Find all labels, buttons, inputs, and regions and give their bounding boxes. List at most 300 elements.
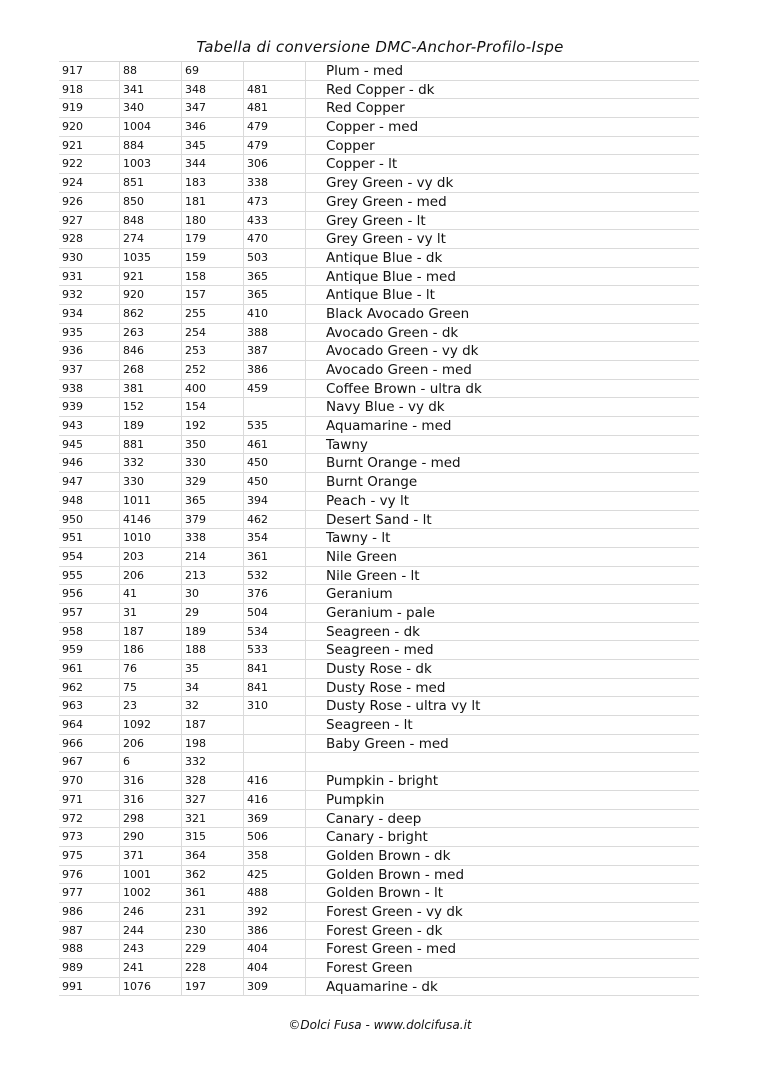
ispe-code-cell: 416 [244,791,306,809]
color-name-cell: Avocado Green - vy dk [326,343,479,360]
ispe-code-cell [244,735,306,753]
profilo-code-cell: 198 [182,735,244,753]
dmc-code-cell: 935 [59,324,120,342]
ispe-code-cell: 386 [244,922,306,940]
anchor-code-cell: 851 [120,174,182,192]
anchor-code-cell: 850 [120,193,182,211]
profilo-code-cell: 159 [182,249,244,267]
profilo-code-cell: 188 [182,641,244,659]
anchor-code-cell: 206 [120,735,182,753]
dmc-code-cell: 970 [59,772,120,790]
anchor-code-cell: 1092 [120,716,182,734]
color-name-cell: Tawny - lt [326,530,391,547]
color-name-cell: Aquamarine - med [326,418,452,435]
color-name-cell: Forest Green - med [326,941,457,958]
profilo-code-cell: 229 [182,940,244,958]
ispe-code-cell: 470 [244,230,306,248]
table-row [59,492,699,511]
ispe-code-cell: 535 [244,417,306,435]
ispe-code-cell: 376 [244,585,306,603]
table-row [59,660,699,679]
color-name-cell: Navy Blue - vy dk [326,399,445,416]
ispe-code-cell: 410 [244,305,306,323]
table-row [59,193,699,212]
ispe-code-cell: 473 [244,193,306,211]
table-row [59,174,699,193]
color-name-cell: Forest Green - vy dk [326,903,463,920]
table-row [59,398,699,417]
page-title: Tabella di conversione DMC-Anchor-Profilo-Ispe [196,38,564,56]
ispe-code-cell: 841 [244,679,306,697]
dmc-code-cell: 946 [59,454,120,472]
color-name-cell: Canary - deep [326,810,422,827]
dmc-code-cell: 927 [59,212,120,230]
dmc-code-cell: 973 [59,828,120,846]
dmc-code-cell: 937 [59,361,120,379]
table-row [59,866,699,885]
anchor-code-cell: 246 [120,903,182,921]
ispe-code-cell: 361 [244,548,306,566]
profilo-code-cell: 332 [182,753,244,771]
profilo-code-cell: 34 [182,679,244,697]
anchor-code-cell: 332 [120,454,182,472]
dmc-code-cell: 943 [59,417,120,435]
anchor-code-cell: 1010 [120,529,182,547]
dmc-code-cell: 950 [59,511,120,529]
table-row [59,548,699,567]
ispe-code-cell: 504 [244,604,306,622]
table-row [59,361,699,380]
table-row [59,324,699,343]
ispe-code-cell: 461 [244,436,306,454]
color-name-cell [306,753,699,771]
color-name-cell: Black Avocado Green [326,305,470,322]
table-row [59,940,699,959]
dmc-code-cell: 921 [59,137,120,155]
footer-credit: ©Dolci Fusa - www.dolcifusa.it [288,1018,472,1032]
ispe-code-cell: 388 [244,324,306,342]
table-row [59,791,699,810]
dmc-code-cell: 951 [59,529,120,547]
color-name-cell: Plum - med [326,63,404,79]
dmc-code-cell: 977 [59,884,120,902]
table-row [59,118,699,137]
dmc-code-cell: 926 [59,193,120,211]
dmc-code-cell: 972 [59,810,120,828]
anchor-code-cell: 862 [120,305,182,323]
ispe-code-cell: 488 [244,884,306,902]
profilo-code-cell: 255 [182,305,244,323]
anchor-code-cell: 298 [120,810,182,828]
table-row [59,810,699,829]
table-row [59,585,699,604]
color-name-cell: Golden Brown - med [326,866,465,883]
profilo-code-cell: 231 [182,903,244,921]
table-row [59,772,699,791]
anchor-code-cell: 189 [120,417,182,435]
table-row [59,268,699,287]
ispe-code-cell: 459 [244,380,306,398]
dmc-code-cell: 958 [59,623,120,641]
anchor-code-cell: 920 [120,286,182,304]
color-name-cell: Seagreen - med [326,642,434,659]
profilo-code-cell: 192 [182,417,244,435]
table-row [59,454,699,473]
profilo-code-cell: 187 [182,716,244,734]
table-row [59,828,699,847]
profilo-code-cell: 179 [182,230,244,248]
profilo-code-cell: 35 [182,660,244,678]
profilo-code-cell: 69 [182,62,244,80]
anchor-code-cell: 881 [120,436,182,454]
table-row [59,305,699,324]
dmc-code-cell: 928 [59,230,120,248]
dmc-code-cell: 919 [59,99,120,117]
ispe-code-cell [244,398,306,416]
profilo-code-cell: 328 [182,772,244,790]
profilo-code-cell: 346 [182,118,244,136]
anchor-code-cell: 381 [120,380,182,398]
profilo-code-cell: 365 [182,492,244,510]
color-name-cell: Antique Blue - dk [326,249,443,266]
ispe-code-cell: 358 [244,847,306,865]
table-row [59,623,699,642]
color-name-cell: Avocado Green - med [326,362,472,378]
anchor-code-cell: 1002 [120,884,182,902]
color-name-cell: Forest Green [326,960,413,976]
profilo-code-cell: 189 [182,623,244,641]
color-name-cell: Coffee Brown - ultra dk [326,380,482,397]
profilo-code-cell: 154 [182,398,244,416]
color-name-cell: Red Copper [326,100,405,117]
anchor-code-cell: 1004 [120,118,182,136]
table-row [59,249,699,268]
profilo-code-cell: 181 [182,193,244,211]
color-name-cell: Aquamarine - dk [326,978,438,995]
profilo-code-cell: 400 [182,380,244,398]
table-row [59,230,699,249]
dmc-code-cell: 945 [59,436,120,454]
anchor-code-cell: 1035 [120,249,182,267]
anchor-code-cell: 6 [120,753,182,771]
dmc-code-cell: 918 [59,81,120,99]
color-name-cell: Baby Green - med [326,735,449,752]
table-row [59,380,699,399]
color-name-cell: Tawny [326,436,368,453]
color-name-cell: Copper - med [326,119,419,136]
anchor-code-cell: 241 [120,959,182,977]
anchor-code-cell: 243 [120,940,182,958]
color-name-cell: Forest Green - dk [326,922,443,939]
color-name-cell: Geranium [326,586,393,603]
anchor-code-cell: 263 [120,324,182,342]
profilo-code-cell: 315 [182,828,244,846]
anchor-code-cell: 848 [120,212,182,230]
anchor-code-cell: 88 [120,62,182,80]
color-name-cell: Golden Brown - lt [326,885,444,902]
profilo-code-cell: 345 [182,137,244,155]
profilo-code-cell: 29 [182,604,244,622]
ispe-code-cell: 404 [244,940,306,958]
anchor-code-cell: 274 [120,230,182,248]
profilo-code-cell: 362 [182,866,244,884]
anchor-code-cell: 23 [120,697,182,715]
anchor-code-cell: 341 [120,81,182,99]
dmc-code-cell: 931 [59,268,120,286]
profilo-code-cell: 254 [182,324,244,342]
profilo-code-cell: 213 [182,567,244,585]
dmc-code-cell: 920 [59,118,120,136]
color-name-cell: Pumpkin - bright [326,773,439,790]
anchor-code-cell: 846 [120,342,182,360]
ispe-code-cell: 365 [244,268,306,286]
profilo-code-cell: 230 [182,922,244,940]
table-row [59,473,699,492]
ispe-code-cell: 462 [244,511,306,529]
dmc-code-cell: 930 [59,249,120,267]
ispe-code-cell: 481 [244,81,306,99]
ispe-code-cell: 404 [244,959,306,977]
dmc-code-cell: 939 [59,398,120,416]
table-row [59,62,699,81]
dmc-code-cell: 934 [59,305,120,323]
profilo-code-cell: 344 [182,155,244,173]
profilo-code-cell: 32 [182,697,244,715]
ispe-code-cell: 392 [244,903,306,921]
table-row [59,716,699,735]
color-name-cell: Copper [326,137,375,154]
table-row [59,417,699,436]
dmc-code-cell: 971 [59,791,120,809]
color-name-cell: Grey Green - med [326,193,447,210]
profilo-code-cell: 361 [182,884,244,902]
profilo-code-cell: 329 [182,473,244,491]
anchor-code-cell: 31 [120,604,182,622]
table-row [59,286,699,305]
color-name-cell: Grey Green - vy dk [326,175,454,192]
anchor-code-cell: 4146 [120,511,182,529]
color-name-cell: Red Copper - dk [326,81,435,98]
profilo-code-cell: 197 [182,978,244,996]
dmc-code-cell: 962 [59,679,120,697]
profilo-code-cell: 214 [182,548,244,566]
dmc-code-cell: 936 [59,342,120,360]
ispe-code-cell: 450 [244,454,306,472]
anchor-code-cell: 75 [120,679,182,697]
dmc-code-cell: 948 [59,492,120,510]
ispe-code-cell: 479 [244,118,306,136]
dmc-code-cell: 954 [59,548,120,566]
color-name-cell: Copper - lt [326,156,398,173]
table-row [59,436,699,455]
profilo-code-cell: 252 [182,361,244,379]
table-row [59,884,699,903]
dmc-code-cell: 955 [59,567,120,585]
anchor-code-cell: 268 [120,361,182,379]
anchor-code-cell: 244 [120,922,182,940]
dmc-code-cell: 991 [59,978,120,996]
dmc-code-cell: 938 [59,380,120,398]
color-name-cell: Nile Green - lt [326,567,420,584]
dmc-code-cell: 917 [59,62,120,80]
color-name-cell: Geranium - pale [326,604,435,621]
profilo-code-cell: 321 [182,810,244,828]
ispe-code-cell: 310 [244,697,306,715]
dmc-code-cell: 959 [59,641,120,659]
table-row [59,903,699,922]
profilo-code-cell: 228 [182,959,244,977]
table-row [59,641,699,660]
color-name-cell: Canary - bright [326,829,428,846]
anchor-code-cell: 206 [120,567,182,585]
ispe-code-cell: 309 [244,978,306,996]
table-row [59,212,699,231]
table-row [59,529,699,548]
dmc-code-cell: 963 [59,697,120,715]
dmc-code-cell: 956 [59,585,120,603]
table-row [59,922,699,941]
ispe-code-cell: 841 [244,660,306,678]
table-row [59,99,699,118]
color-name-cell: Seagreen - lt [326,717,413,734]
dmc-code-cell: 957 [59,604,120,622]
profilo-code-cell: 330 [182,454,244,472]
profilo-code-cell: 253 [182,342,244,360]
color-name-cell: Burnt Orange - med [326,455,461,472]
ispe-code-cell: 387 [244,342,306,360]
anchor-code-cell: 1076 [120,978,182,996]
dmc-code-cell: 966 [59,735,120,753]
ispe-code-cell: 354 [244,529,306,547]
color-name-cell: Antique Blue - lt [326,287,435,304]
anchor-code-cell: 290 [120,828,182,846]
dmc-code-cell: 975 [59,847,120,865]
color-name-cell: Antique Blue - med [326,268,456,285]
ispe-code-cell: 338 [244,174,306,192]
anchor-code-cell: 884 [120,137,182,155]
anchor-code-cell: 316 [120,772,182,790]
table-row [59,847,699,866]
profilo-code-cell: 158 [182,268,244,286]
ispe-code-cell: 394 [244,492,306,510]
table-row [59,137,699,156]
table-row [59,155,699,174]
dmc-code-cell: 924 [59,174,120,192]
dmc-code-cell: 976 [59,866,120,884]
ispe-code-cell: 534 [244,623,306,641]
profilo-code-cell: 350 [182,436,244,454]
ispe-code-cell: 416 [244,772,306,790]
ispe-code-cell: 386 [244,361,306,379]
anchor-code-cell: 1003 [120,155,182,173]
dmc-code-cell: 967 [59,753,120,771]
anchor-code-cell: 187 [120,623,182,641]
color-name-cell: Pumpkin [326,791,385,808]
color-name-cell: Burnt Orange [326,474,418,491]
profilo-code-cell: 30 [182,585,244,603]
conversion-table [59,61,699,996]
color-name-cell: Dusty Rose - ultra vy lt [326,698,481,715]
ispe-code-cell [244,753,306,771]
anchor-code-cell: 203 [120,548,182,566]
anchor-code-cell: 1001 [120,866,182,884]
dmc-code-cell: 986 [59,903,120,921]
ispe-code-cell: 481 [244,99,306,117]
color-name-cell: Nile Green [326,548,398,565]
anchor-code-cell: 1011 [120,492,182,510]
ispe-code-cell: 369 [244,810,306,828]
table-row [59,81,699,100]
anchor-code-cell: 76 [120,660,182,678]
profilo-code-cell: 379 [182,511,244,529]
table-row [59,511,699,530]
color-name-cell: Dusty Rose - dk [326,661,432,677]
profilo-code-cell: 180 [182,212,244,230]
dmc-code-cell: 987 [59,922,120,940]
profilo-code-cell: 157 [182,286,244,304]
table-row [59,978,699,997]
anchor-code-cell: 921 [120,268,182,286]
ispe-code-cell: 425 [244,866,306,884]
ispe-code-cell: 450 [244,473,306,491]
profilo-code-cell: 183 [182,174,244,192]
anchor-code-cell: 41 [120,585,182,603]
profilo-code-cell: 364 [182,847,244,865]
dmc-code-cell: 964 [59,716,120,734]
dmc-code-cell: 947 [59,473,120,491]
anchor-code-cell: 340 [120,99,182,117]
ispe-code-cell [244,716,306,734]
table-row [59,753,699,772]
dmc-code-cell: 932 [59,286,120,304]
color-name-cell: Dusty Rose - med [326,679,446,696]
anchor-code-cell: 330 [120,473,182,491]
profilo-code-cell: 338 [182,529,244,547]
ispe-code-cell: 433 [244,212,306,230]
dmc-code-cell: 988 [59,940,120,958]
ispe-code-cell: 503 [244,249,306,267]
profilo-code-cell: 347 [182,99,244,117]
ispe-code-cell: 306 [244,155,306,173]
color-name-cell: Desert Sand - lt [326,511,432,528]
anchor-code-cell: 152 [120,398,182,416]
dmc-code-cell: 989 [59,959,120,977]
table-row [59,342,699,361]
color-name-cell: Peach - vy lt [326,492,409,509]
dmc-code-cell: 922 [59,155,120,173]
table-row [59,959,699,978]
table-row [59,679,699,698]
anchor-code-cell: 186 [120,641,182,659]
table-row [59,735,699,754]
table-row [59,697,699,716]
color-name-cell: Avocado Green - dk [326,324,459,341]
ispe-code-cell: 506 [244,828,306,846]
ispe-code-cell [244,62,306,80]
table-row [59,604,699,623]
color-name-cell: Golden Brown - dk [326,847,451,864]
color-name-cell: Grey Green - lt [326,212,426,229]
ispe-code-cell: 479 [244,137,306,155]
profilo-code-cell: 327 [182,791,244,809]
ispe-code-cell: 533 [244,641,306,659]
color-name-cell: Seagreen - dk [326,623,420,640]
ispe-code-cell: 532 [244,567,306,585]
anchor-code-cell: 371 [120,847,182,865]
profilo-code-cell: 348 [182,81,244,99]
ispe-code-cell: 365 [244,286,306,304]
dmc-code-cell: 961 [59,660,120,678]
